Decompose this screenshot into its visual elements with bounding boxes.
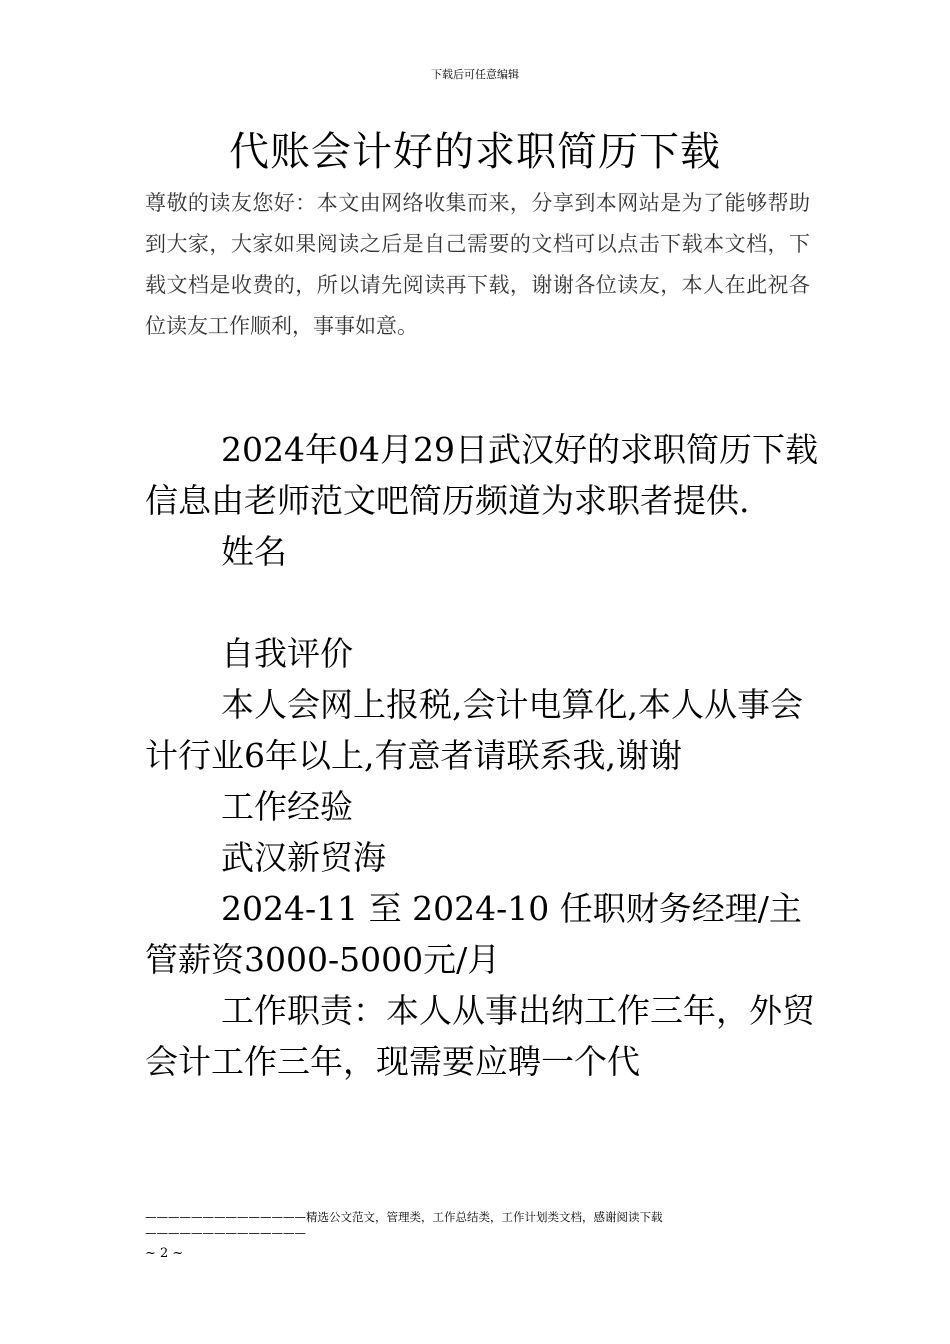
page-number: ~ 2 ~ <box>145 1246 184 1261</box>
blank-line <box>145 577 827 628</box>
self-evaluation-heading: 自我评价 <box>221 634 353 673</box>
document-body <box>145 424 827 1087</box>
header-note: 下载后可任意编辑 <box>431 68 519 81</box>
name-label: 姓名 <box>221 532 287 571</box>
duties-text: 工作职责：本人从事出纳工作三年，外贸会计工作三年，现需要应聘一个代 <box>145 991 815 1081</box>
footer-note: ——————————————精选公文范文，管理类，工作总结类，工作计划类文档，感谢阅读下载—————————————— <box>145 1210 663 1240</box>
intro-paragraph: 2024年04月29日武汉好的求职简历下载信息由老师范文吧简历频道为求职者提供. <box>145 430 818 520</box>
reader-notice: 尊敬的读友您好：本文由网络收集而来，分享到本网站是为了能够帮助到大家，大家如果阅读之后是自己需要的文档可以点击下载本文档，下载文档是收费的，所以请先阅读再下载，谢谢各位读友，本人在此祝各位读友工作顺利，事事如意。 <box>145 191 810 338</box>
work-experience-heading: 工作经验 <box>221 787 353 826</box>
company-name: 武汉新贸海 <box>221 838 386 877</box>
position-line: 2024-11 至 2024-10 任职财务经理/主管薪资3000-5000元/月 <box>145 889 802 979</box>
self-evaluation-text: 本人会网上报税,会计电算化,本人从事会计行业6年以上,有意者请联系我,谢谢 <box>145 685 803 775</box>
document-title: 代账会计好的求职简历下载 <box>229 129 721 175</box>
